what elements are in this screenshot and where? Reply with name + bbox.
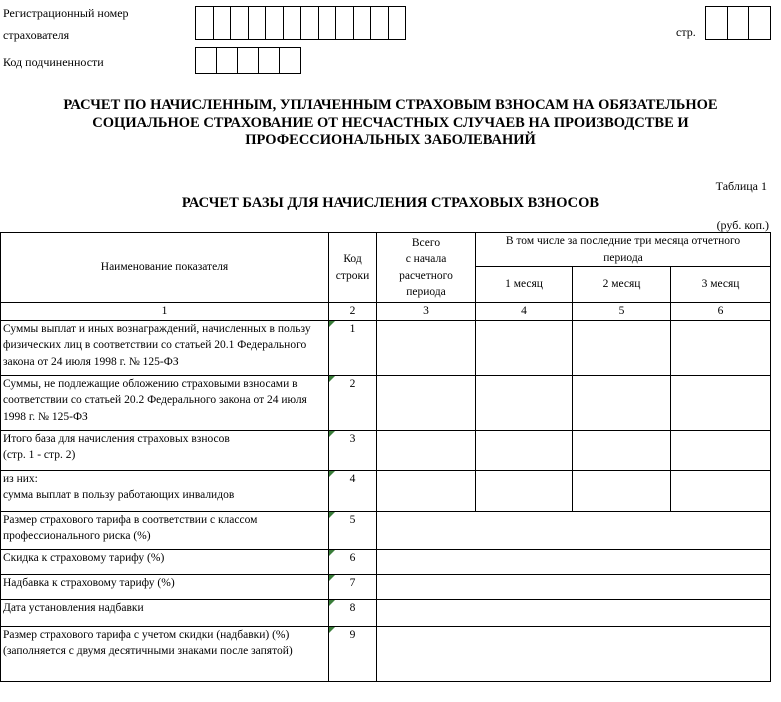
row-name: Скидка к страховому тарифу (%)	[1, 549, 329, 574]
table-row	[1, 549, 771, 574]
row-name: Суммы выплат и иных вознаграждений, начисленных в пользу физических лиц в соответствии со статьей 20.1 Федерального закона от 24 июля 1998 г. № 125-ФЗ	[1, 320, 329, 375]
col-header-last-three-months: В том числе за последние три месяца отчетного периода	[476, 233, 771, 267]
value-cell-month-1[interactable]	[476, 430, 573, 470]
row-code: 8	[329, 599, 377, 626]
column-number: 5	[573, 303, 671, 321]
value-cell-total[interactable]	[377, 511, 771, 549]
table-row	[1, 320, 771, 375]
page-number-box[interactable]	[728, 6, 750, 40]
value-cell-total[interactable]	[377, 470, 476, 511]
row-code: 4	[329, 470, 377, 511]
page-number-box[interactable]	[749, 6, 771, 40]
subordination-box[interactable]	[259, 47, 280, 74]
col-header-month-3: 3 месяц	[671, 267, 771, 303]
subordination-box[interactable]	[196, 47, 217, 74]
value-cell-total[interactable]	[377, 430, 476, 470]
col-header-code: Код строки	[329, 233, 377, 303]
value-cell-month-3[interactable]	[671, 430, 771, 470]
col-header-total: Всего с начала расчетного периода	[377, 233, 476, 303]
reg-number-box[interactable]	[284, 6, 302, 40]
table-row	[1, 430, 771, 470]
reg-number-label: Регистрационный номер страхователя	[3, 6, 129, 42]
table-number: Таблица 1	[715, 179, 767, 193]
units-label: (руб. коп.)	[716, 218, 769, 232]
table-row	[1, 470, 771, 511]
row-name: из них: сумма выплат в пользу работающих инвалидов	[1, 470, 329, 511]
reg-number-box[interactable]	[249, 6, 267, 40]
reg-number-box[interactable]	[301, 6, 319, 40]
value-cell-month-2[interactable]	[573, 470, 671, 511]
reg-number-box[interactable]	[389, 6, 407, 40]
value-cell-month-3[interactable]	[671, 375, 771, 430]
section-title: РАСЧЕТ БАЗЫ ДЛЯ НАЧИСЛЕНИЯ СТРАХОВЫХ ВЗНОСОВ	[181, 195, 600, 211]
reg-number-box[interactable]	[371, 6, 389, 40]
table-row	[1, 626, 771, 681]
column-number: 2	[329, 303, 377, 321]
table-row	[1, 599, 771, 626]
value-cell-total[interactable]	[377, 574, 771, 599]
row-code: 2	[329, 375, 377, 430]
column-number: 4	[476, 303, 573, 321]
column-number: 6	[671, 303, 771, 321]
column-number: 1	[1, 303, 329, 321]
row-name: Размер страхового тарифа с учетом скидки (надбавки) (%) (заполняется с двумя десятичными знаками после запятой)	[1, 626, 329, 681]
value-cell-month-2[interactable]	[573, 430, 671, 470]
reg-number-box[interactable]	[354, 6, 372, 40]
row-code: 3	[329, 430, 377, 470]
reg-number-box[interactable]	[336, 6, 354, 40]
base-calculation-table	[0, 232, 771, 682]
reg-number-boxes[interactable]	[195, 6, 406, 40]
value-cell-total[interactable]	[377, 549, 771, 574]
value-cell-month-2[interactable]	[573, 375, 671, 430]
value-cell-month-1[interactable]	[476, 470, 573, 511]
col-header-month-1: 1 месяц	[476, 267, 573, 303]
page-label: стр.	[676, 25, 696, 39]
value-cell-total[interactable]	[377, 599, 771, 626]
row-code: 9	[329, 626, 377, 681]
subordination-box[interactable]	[238, 47, 259, 74]
subordination-box[interactable]	[280, 47, 301, 74]
subordination-label: Код подчиненности	[3, 55, 104, 69]
row-name: Дата установления надбавки	[1, 599, 329, 626]
column-numbers-row	[1, 303, 771, 321]
col-header-month-2: 2 месяц	[573, 267, 671, 303]
form-title: РАСЧЕТ ПО НАЧИСЛЕННЫМ, УПЛАЧЕННЫМ СТРАХОВЫМ ВЗНОСАМ НА ОБЯЗАТЕЛЬНОЕ СОЦИАЛЬНОЕ СТРАХОВАНИЕ ОТ НЕСЧАСТНЫХ СЛУЧАЕВ НА ПРОИЗВОДСТВЕ И ПРОФЕССИОНАЛЬНЫХ ЗАБОЛЕВАНИЙ	[63, 97, 718, 148]
col-header-name: Наименование показателя	[1, 233, 329, 303]
reg-number-box[interactable]	[196, 6, 214, 40]
reg-number-box[interactable]	[266, 6, 284, 40]
value-cell-month-3[interactable]	[671, 470, 771, 511]
row-name: Надбавка к страховому тарифу (%)	[1, 574, 329, 599]
row-name: Итого база для начисления страховых взносов (стр. 1 - стр. 2)	[1, 430, 329, 470]
column-number: 3	[377, 303, 476, 321]
page-number-boxes[interactable]	[705, 6, 771, 40]
value-cell-month-3[interactable]	[671, 320, 771, 375]
row-code: 7	[329, 574, 377, 599]
table-row	[1, 574, 771, 599]
page-number-box[interactable]	[706, 6, 728, 40]
reg-number-box[interactable]	[319, 6, 337, 40]
subordination-box[interactable]	[217, 47, 238, 74]
value-cell-total[interactable]	[377, 375, 476, 430]
value-cell-month-1[interactable]	[476, 375, 573, 430]
row-name: Суммы, не подлежащие обложению страховыми взносами в соответствии со статьей 20.2 Федерального закона от 24 июля 1998 г. № 125-ФЗ	[1, 375, 329, 430]
value-cell-total[interactable]	[377, 320, 476, 375]
table-row	[1, 511, 771, 549]
reg-number-box[interactable]	[214, 6, 232, 40]
reg-number-box[interactable]	[231, 6, 249, 40]
row-code: 5	[329, 511, 377, 549]
subordination-boxes[interactable]	[195, 47, 301, 74]
value-cell-month-2[interactable]	[573, 320, 671, 375]
row-code: 6	[329, 549, 377, 574]
row-code: 1	[329, 320, 377, 375]
table-row	[1, 375, 771, 430]
value-cell-total[interactable]	[377, 626, 771, 681]
row-name: Размер страхового тарифа в соответствии с классом профессионального риска (%)	[1, 511, 329, 549]
value-cell-month-1[interactable]	[476, 320, 573, 375]
